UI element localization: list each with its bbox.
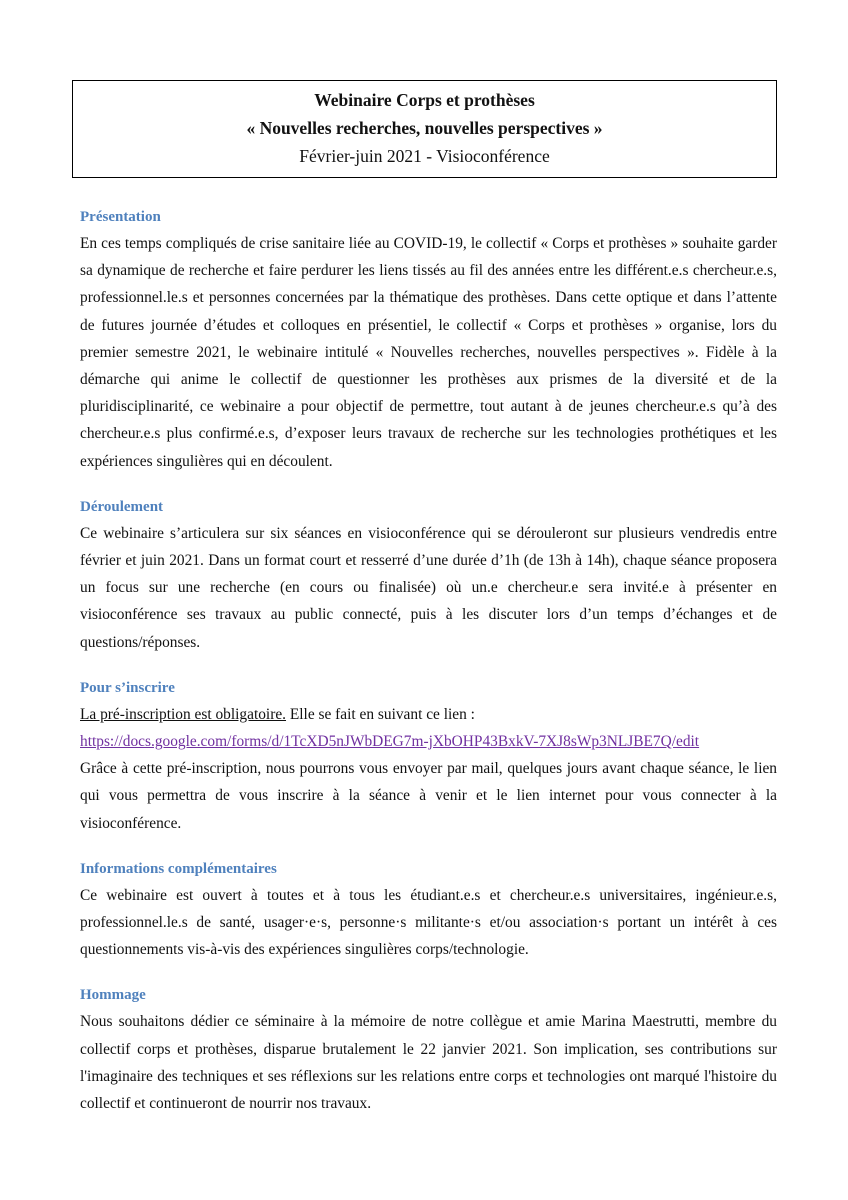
presentation-heading: Présentation: [80, 209, 161, 225]
mandatory-notice: La pré-inscription est obligatoire.: [80, 705, 287, 723]
deroulement-heading: Déroulement: [80, 498, 164, 515]
webinar-dates: Février-juin 2021 - Visioconférence: [299, 146, 550, 166]
section-inscription: [80, 676, 777, 837]
inscription-body: Grâce à cette pré-inscription, nous pourrons vous envoyer par mail, quelques jours avant chaque séance, le lien qui vous permettra de vous inscrire à la séance à venir et le lien internet pour vous connecter à la visioconférence.: [80, 760, 777, 832]
section-deroulement: [80, 495, 777, 656]
section-hommage: [80, 983, 777, 1117]
hommage-heading: Hommage: [80, 987, 146, 1004]
inscription-link-line: [80, 728, 777, 755]
registration-link[interactable]: https://docs.google.com/forms/d/1TcXD5nJWbDEG7m-jXbOHP43BxkV-7XJ8sWp3NLJBE7Q/edit: [80, 733, 700, 751]
title-box: [72, 80, 777, 178]
deroulement-body: Ce webinaire s’articulera sur six séances en visioconférence qui se dérouleront sur plusieurs vendredis entre février et juin 2021. Dans un format court et resserré d’une durée d’1h (de 13h à 14h), chaque séance proposera un focus sur une recherche (en cours ou finalisée) où un.e chercheur.e sera invité.e à présenter en visioconférence ses travaux au public connecté, puis à les discuter lors d’un temps d’échanges et de questions/réponses.: [80, 524, 777, 651]
webinar-title: Webinaire Corps et prothèses: [314, 90, 535, 110]
section-presentation: [80, 205, 777, 475]
document-page: [80, 80, 777, 1117]
webinar-subtitle: « Nouvelles recherches, nouvelles perspectives »: [246, 118, 603, 138]
inscription-heading: Pour s’inscrire: [80, 679, 175, 696]
presentation-body: En ces temps compliqués de crise sanitaire liée au COVID-19, le collectif « Corps et prothèses » souhaite garder sa dynamique de recherche et faire perdurer les liens tissés au fil des années entre les différent.e.s chercheur.e.s, professionnel.le.s et personnes concernées par la thématique des prothèses. Dans cette optique et dans l’attente de futures journée d’études et colloques en présentiel, le collectif « Corps et prothèses » organise, lors du premier semestre 2021, le webinaire intitulé « Nouvelles recherches, nouvelles perspectives ». Fidèle à la démarche qui anime le collectif de questionner les prothèses aux prismes de la diversité et de la pluridisciplinarité, ce webinaire a pour objectif de permettre, tout autant à de jeunes chercheur.e.s qu’à des chercheur.e.s plus confirmé.e.s, d’exposer leurs travaux de recherche sur les technologies prothétiques et les expériences singulières qui en découlent.: [80, 235, 777, 470]
informations-body: Ce webinaire est ouvert à toutes et à tous les étudiant.e.s et chercheur.e.s universitaires, ingénieur.e.s, professionnel.le.s de santé, usager·e·s, personne·s militante·s et/ou association·s portant un intérêt à ces questionnements vis-à-vis des expériences singulières corps/technologie.: [80, 886, 777, 959]
hommage-body: Nous souhaitons dédier ce séminaire à la mémoire de notre collègue et amie Marina Maestrutti, membre du collectif corps et prothèses, disparue brutalement le 22 janvier 2021. Son implication, ses contributions sur l'imaginaire des techniques et ses réflexions sur les relations entre corps et technologies ont marqué l'histoire du collectif et continueront de nourrir nos travaux.: [80, 1013, 777, 1113]
inscription-intro: Elle se fait en suivant ce lien :: [286, 705, 475, 723]
section-informations: [80, 857, 777, 964]
inscription-intro-line: [80, 701, 777, 728]
informations-heading: Informations complémentaires: [80, 860, 277, 877]
